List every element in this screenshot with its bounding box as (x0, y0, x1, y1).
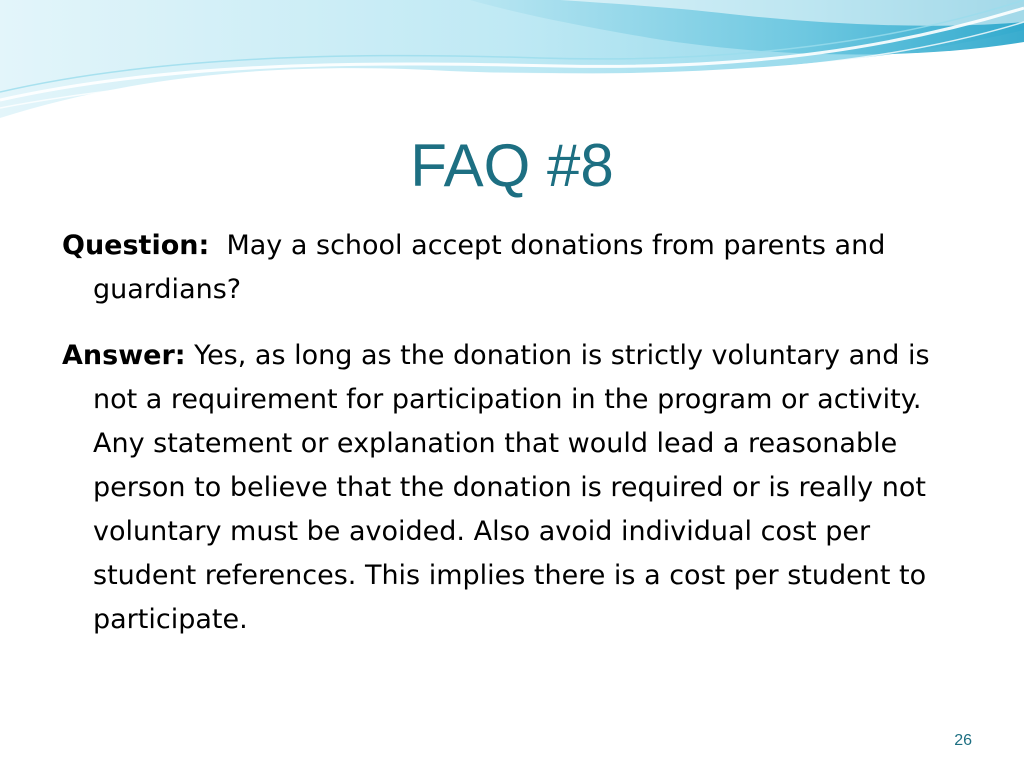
answer-text: Yes, as long as the donation is strictly voluntary and is not a requirement for participation in the program or activity. Any statement or explanation that would lead a reasonable person to believe that the donation is required or is really not voluntary must be avoided. Also avoid individual cost per student references. This implies there is a cost per student to participate. (93, 340, 930, 635)
wave-header-decoration (0, 0, 1024, 130)
answer-label: Answer: (62, 340, 186, 371)
slide-body (62, 224, 972, 642)
slide-number: 26 (954, 732, 972, 749)
question-label: Question: (62, 230, 210, 261)
question-text: May a school accept donations from parents and guardians? (93, 230, 886, 305)
slide-title: FAQ #8 (410, 132, 614, 199)
answer-paragraph (62, 334, 972, 642)
question-paragraph (62, 224, 972, 312)
